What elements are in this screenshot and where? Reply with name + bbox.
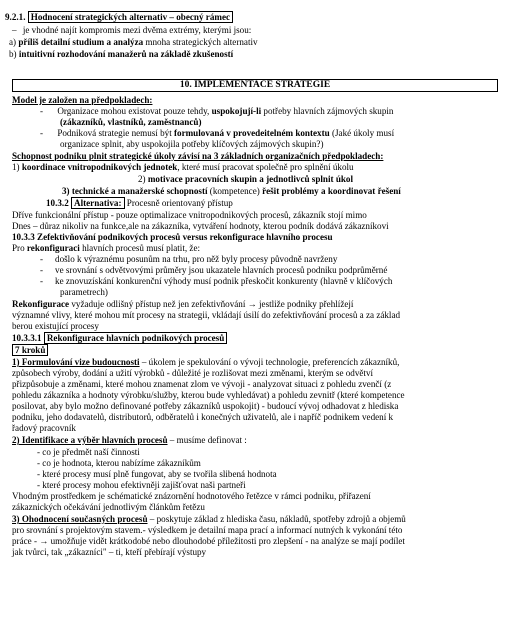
step-3-line-3: práce - → umožňuje vidět krátkodobé nebo dlouhodobé příležitosti pro zlepšení - na analýze se mají podílet <box>12 536 405 546</box>
body-text: Procesně orientovaný přístup <box>124 198 233 208</box>
section-number: 9.2.1. <box>5 12 26 22</box>
list-marker: 3) <box>62 186 72 196</box>
list-marker: a) <box>9 37 19 47</box>
emphasis-text: intuitivní rozhodování manažerů na základě zkušeností <box>18 49 234 59</box>
s1033-para-line-1 <box>12 299 353 310</box>
body-text: vyžaduje odlišný přístup než jen zefektivňování → jestliže podniky přehlížejí <box>69 299 354 309</box>
list-marker: 1) <box>12 162 22 172</box>
step-2-bullet-3: - které procesy musí plně fungovat, aby se tvořila slibená hodnota <box>37 469 277 479</box>
dash-icon: - <box>40 254 44 264</box>
s1033-bullet-3-cont: parametrech) <box>60 287 108 297</box>
step-heading: 3) Ohodnocení současných procesů <box>12 514 148 524</box>
body-text: (Jaké úkoly musí <box>329 128 395 138</box>
body-text: ke znovuzískání konkurenční výhody musí podnik přeskočit konkurenty (hlavně v klíčových <box>55 276 393 286</box>
alternative-line-1: Dříve funkcionální přístup - pouze optimalizace vnitropodnikových procesů, zákazník stojí mimo <box>12 210 367 220</box>
step-2-bullet-4: - které procesy mohou efektivněji zajišťovat naši partneři <box>37 480 246 490</box>
section-number: 10.3.2 <box>46 198 69 208</box>
body-text: Pro <box>12 243 27 253</box>
emphasis-text: Rekonfigurace <box>12 299 70 309</box>
step-1-line-3: přizpůsobuje a změnami, které mohou znamenat zlom ve vývoji - analyzovat situaci z pohledu zvenčí (z <box>12 379 392 389</box>
body-text: došlo k výraznému posunům na trhu, pro něž byly procesy původně navrženy <box>55 254 338 264</box>
emphasis-text: rekonfiguraci <box>26 243 80 253</box>
step-heading: 2) Identifikace a výběr hlavních procesů <box>12 435 168 445</box>
capability-item-3 <box>62 186 401 197</box>
body-text: , které musí pracovat společně pro splnění úkolu <box>177 162 354 172</box>
step-1-line-1 <box>12 357 399 368</box>
emphasis-text: uspokojují-li <box>211 106 262 116</box>
step-2-bullet-1: - co je předmět naší činnosti <box>37 447 140 457</box>
step-1-line-5: posilovat, aby bylo možno definované potřeby zákazníků uspokojit) - budoucí vývoj odhadovat z hlediska <box>12 401 399 411</box>
body-text: potřeby hlavních zájmových skupin <box>261 106 394 116</box>
emphasis-text: koordinace vnitropodnikových jednotek <box>21 162 178 172</box>
step-3-line-2: pro srovnání s projektovým stavem.- výsledkem je detailní mapa prací a informací nutných k vykonání této <box>12 525 403 535</box>
body-text: – poskytuje základ z hlediska času, nákladů, spotřeby zdrojů a objemů <box>147 514 406 524</box>
step-3-line-1 <box>12 514 406 525</box>
body-text: (kompetence) <box>207 186 263 196</box>
step-2-para-2: zákaznických očekávání jednotlivým článkům řetězu <box>12 502 205 512</box>
step-1-line-4: pohledu zákazníka a hodnoty výrobku/služby, kterou bude vyhledávat) a pohledu zevnitř (které kompetence <box>12 390 405 400</box>
body-text: – musíme definovat : <box>167 435 247 445</box>
body-text: Organizace mohou existovat pouze tehdy, <box>57 106 212 116</box>
model-bullet-1 <box>40 106 393 117</box>
capability-item-1 <box>12 162 354 173</box>
body-text: Podniková strategie nemusí být <box>57 128 174 138</box>
s1033-intro <box>12 243 200 254</box>
s1033-bullet-2 <box>40 265 387 276</box>
emphasis-text: formulovaná v provedeitelném kontextu <box>174 128 330 138</box>
section-9-2-1-heading <box>5 12 233 23</box>
s9-line3 <box>9 49 233 60</box>
section-10-3-3-1-heading <box>12 333 227 344</box>
s1033-bullet-1 <box>40 254 337 265</box>
s9-line1 <box>12 25 251 36</box>
model-bullet-2-cont: organizace splnit, aby uspokojila potřeby klíčových zájmových skupin?) <box>60 139 324 149</box>
step-heading: 1) Formulování vize budoucnosti <box>12 357 140 367</box>
alternative-label-box: Alternativa: <box>71 197 124 209</box>
list-marker: b) <box>9 49 19 59</box>
section-10-3-3-heading: 10.3.3 Zefektivňování podnikových procesů versus rekonfigurace hlavního procesu <box>12 232 333 242</box>
dash-icon: - <box>40 128 44 138</box>
model-heading: Model je založen na předpokladech: <box>12 95 153 105</box>
step-2-bullet-2: - co je hodnota, kterou nabízíme zákazníkům <box>37 458 201 468</box>
emphasis-text: příliš detailní studium a analýza <box>18 37 144 47</box>
emphasis-text: technické a manažerské schopností <box>71 186 208 196</box>
model-bullet-1-cont: (zákazníků, vlastníků, zaměstnanců) <box>60 117 202 127</box>
chapter-title: 10. IMPLEMENTACE STRATEGIE <box>12 79 498 92</box>
s9-line1-text: je vhodné najít kompromis mezi dvěma extrémy, kterými jsou: <box>22 25 252 35</box>
emphasis-text: motivace pracovních skupin a jednotlivců splnit úkol <box>147 174 354 184</box>
dash-icon: - <box>40 276 44 286</box>
step-1-line-2: způsobech výroby, dodání a užití výrobků - důležité je rozlišovat mezi změnami, kterým se odvětví <box>12 368 374 378</box>
model-bullet-2 <box>40 128 394 139</box>
step-2-para-1: Vhodným prostředkem je schématické znázornění hodnotového řetězce v rámci podniku, přiřazení <box>12 491 371 501</box>
section-title-box: Hodnocení strategických alternativ – obecný rámec <box>28 11 233 23</box>
bullet-icon: – <box>12 25 17 35</box>
s1033-para-line-2: významné vlivy, které mohou mít procesy na strategii, vkládají úsilí do zefektivňování procesů a za základ <box>12 310 401 320</box>
body-text: hlavních procesů musí platit, že: <box>79 243 201 253</box>
capability-heading: Schopnost podniku plnit strategické úkoly závisí na 3 základních organizačních předpokladech: <box>12 151 384 161</box>
section-number: 10.3.3.1 <box>12 333 42 343</box>
body-text: – úkolem je spekulování o vývoji technologie, preferencích zákazníků, <box>139 357 400 367</box>
emphasis-text: řešit problémy a koordinovat řešení <box>262 186 401 196</box>
step-1-line-6: podniku, jeho dodavatelů, distributorů, odběratelů i konečných uživatelů, ale i napříč podnikem vedení k <box>12 412 394 422</box>
steps-box: 7 kroků <box>12 344 48 356</box>
s1033-para-line-3: berou existující procesy <box>12 321 99 331</box>
alternative-heading <box>46 198 233 209</box>
step-2-heading-line <box>12 435 247 446</box>
step-3-line-4: jak tvůrci, tak „zákazníci" – ti, kteří přebírají výstupy <box>12 547 207 557</box>
body-text: ve srovnání s odvětvovými průměry jsou ukazatele hlavních procesů podniku podprůměrné <box>55 265 388 275</box>
list-marker: 2) <box>138 174 148 184</box>
s1033-bullet-3 <box>40 276 392 287</box>
steps-count <box>12 345 48 356</box>
section-title-box: Rekonfigurace hlavních podnikových procesů <box>44 332 227 344</box>
s9-line2 <box>9 37 258 48</box>
step-1-line-7: řadový pracovník <box>12 423 76 433</box>
dash-icon: - <box>40 106 44 116</box>
dash-icon: - <box>40 265 44 275</box>
capability-item-2 <box>138 174 353 185</box>
body-text: mnoha strategických alternativ <box>143 37 258 47</box>
alternative-line-2: Dnes – důraz nikoliv na funkce,ale na zákazníka, vytváření hodnoty, kterou podník dodává zákazníkovi <box>12 221 389 231</box>
